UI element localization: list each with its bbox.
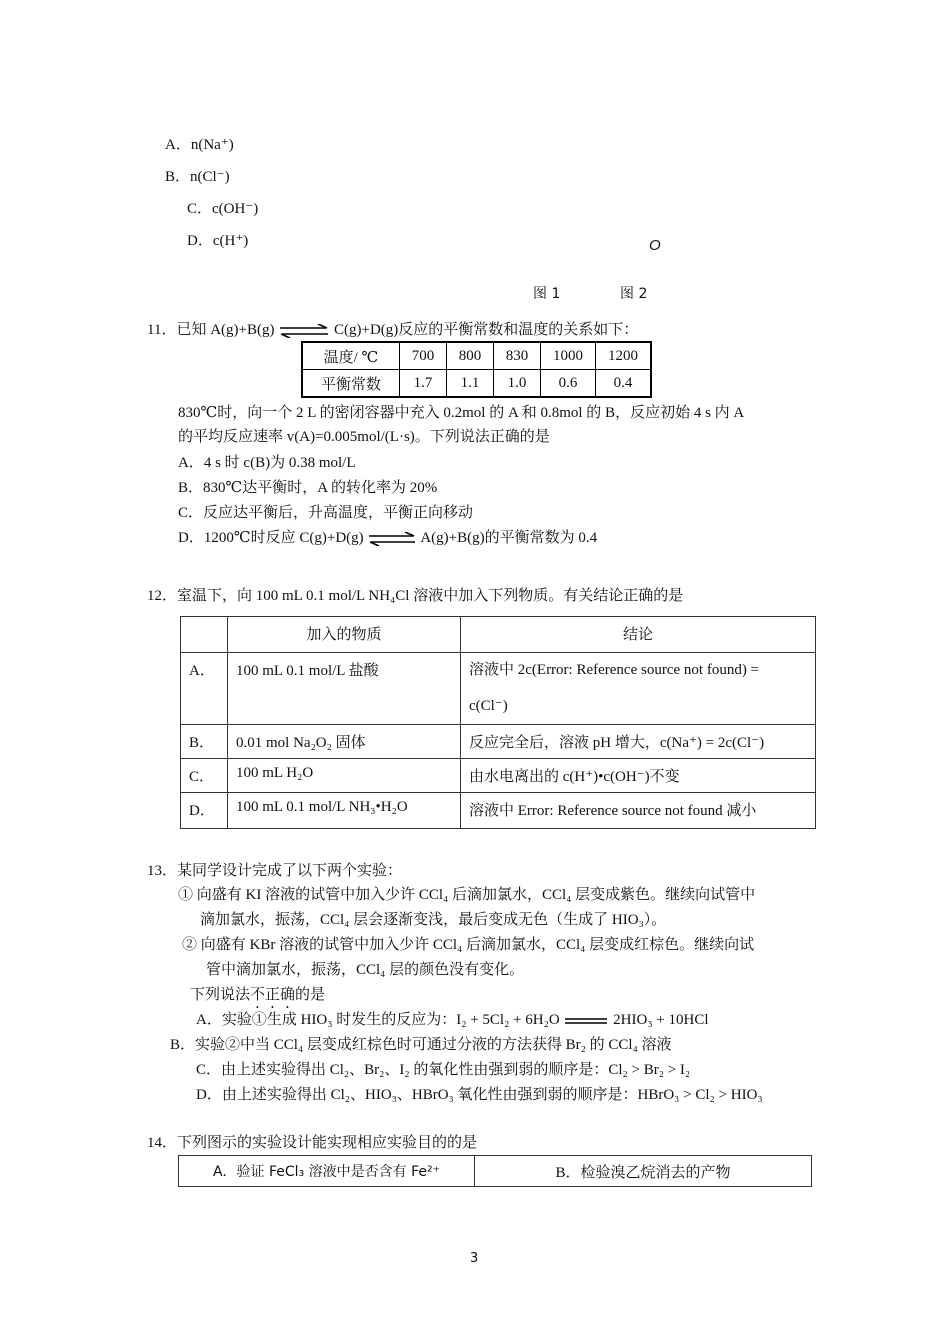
q10-option-b: B．n(Cl⁻) — [165, 169, 230, 185]
q11-stem-left: 11．已知 A(g)+B(g) — [147, 322, 275, 338]
q10-option-a: A．n(Na⁺) — [165, 137, 234, 153]
figure-2-caption: 图 2 — [620, 286, 648, 302]
table-cell: 平衡常数 — [302, 370, 400, 398]
table-header-cell: 加入的物质 — [228, 617, 461, 653]
table-cell: 由水电离出的 c(H⁺)•c(OH⁻)不变 — [461, 759, 816, 793]
q13-question — [190, 985, 325, 1012]
q11-paragraph-1: 830℃时，向一个 2 L 的密闭容器中充入 0.2mol 的 A 和 0.8mol 的 B，反应初始 4 s 内 A — [178, 405, 745, 421]
q14-table — [178, 1155, 812, 1187]
q11-paragraph-2: 的平均反应速率 v(A)=0.005mol/(L·s)。下列说法正确的是 — [178, 429, 550, 445]
table-cell: 1.0 — [494, 370, 541, 398]
q13-option-a — [196, 1010, 709, 1030]
q11-option-d — [178, 528, 597, 548]
q10-option-d: D．c(H⁺) — [187, 233, 249, 249]
table-row — [181, 725, 816, 759]
graph-origin-label: O — [649, 237, 661, 254]
q13-experiment-1-line-1: ① 向盛有 KI 溶液的试管中加入少许 CCl₄ 后滴加氯水，CCl₄ 层变成紫色。继续向试管中 — [178, 887, 756, 903]
figure-1-caption: 图 1 — [533, 286, 561, 302]
cell-line: c(Cl⁻) — [469, 698, 508, 714]
table-row — [181, 759, 816, 793]
equals-sign-icon — [563, 1016, 609, 1026]
q13-option-b: B．实验②中当 CCl₄ 层变成红棕色时可通过分液的方法获得 Br₂ 的 CCl₄ 溶液 — [170, 1037, 672, 1053]
q13-experiment-2-line-2: 管中滴加氯水，振荡，CCl₄ 层的颜色没有变化。 — [206, 962, 525, 978]
table-header-cell: 结论 — [461, 617, 816, 653]
q13-experiment-1-line-2: 滴加氯水，振荡，CCl₄ 层会逐渐变浅，最后变成无色（生成了 HIO₃）。 — [200, 912, 667, 928]
q14-stem: 14．下列图示的实验设计能实现相应实验目的的是 — [147, 1135, 478, 1151]
table-cell: 溶液中 Error: Reference source not found 减小 — [461, 793, 816, 829]
table-cell: D． — [181, 793, 228, 829]
q13-option-c: C．由上述实验得出 Cl₂、Br₂、I₂ 的氧化性由强到弱的顺序是：Cl₂ > Br₂ > I₂ — [196, 1062, 691, 1078]
q13-option-a-left: A．实验①生成 HIO₃ 时发生的反应为：I₂ + 5Cl₂ + 6H₂O — [196, 1012, 560, 1028]
table-cell: 100 mL 0.1 mol/L 盐酸 — [228, 653, 461, 725]
table-cell: 800 — [447, 342, 494, 370]
table-cell: 830 — [494, 342, 541, 370]
table-cell: 0.6 — [541, 370, 596, 398]
table-cell: 100 mL H₂O — [228, 759, 461, 793]
table-cell: 反应完全后，溶液 pH 增大，c(Na⁺) = 2c(Cl⁻) — [461, 725, 816, 759]
q13-question-prefix: 下列说法 — [190, 987, 251, 1003]
q13-option-d: D．由上述实验得出 Cl₂、HIO₃、HBrO₃ 氧化性由强到弱的顺序是：HBrO₃ > Cl₂ > HIO₃ — [196, 1087, 763, 1103]
table-cell: C． — [181, 759, 228, 793]
table-cell: 1.7 — [400, 370, 447, 398]
table-cell: 1000 — [541, 342, 596, 370]
page-number: 3 — [470, 1251, 479, 1266]
table-cell: 700 — [400, 342, 447, 370]
table-cell — [181, 617, 228, 653]
table-row — [181, 617, 816, 653]
table-row — [302, 370, 651, 398]
q11-stem — [147, 320, 638, 340]
q11-option-a: A．4 s 时 c(B)为 0.38 mol/L — [178, 455, 356, 471]
cell-line: 溶液中 2c(Error: Reference source not found) = — [469, 662, 760, 678]
q13-option-a-right: 2HIO₃ + 10HCl — [613, 1012, 709, 1028]
table-cell: B． — [181, 725, 228, 759]
q11-stem-right: C(g)+D(g)反应的平衡常数和温度的关系如下： — [333, 322, 639, 338]
table-cell — [461, 653, 816, 725]
table-cell: A． — [181, 653, 228, 725]
q11-option-d-right: A(g)+B(g)的平衡常数为 0.4 — [420, 530, 598, 546]
q12-stem: 12．室温下，向 100 mL 0.1 mol/L NH₄Cl 溶液中加入下列物质。有关结论正确的是 — [147, 588, 684, 604]
table-row — [181, 793, 816, 829]
table-cell: 0.01 mol Na₂O₂ 固体 — [228, 725, 461, 759]
q12-table — [180, 616, 816, 829]
table-row — [179, 1156, 812, 1187]
q10-option-c: C．c(OH⁻) — [187, 201, 259, 217]
q13-question-suffix: 的是 — [295, 987, 326, 1003]
equilibrium-arrow-icon — [278, 324, 330, 338]
q13-stem: 13．某同学设计完成了以下两个实验： — [147, 863, 403, 879]
q11-option-d-left: D．1200℃时反应 C(g)+D(g) — [178, 530, 364, 546]
table-cell: A．验证 FeCl₃ 溶液中是否含有 Fe²⁺ — [179, 1156, 475, 1187]
q11-option-c: C．反应达平衡后，升高温度，平衡正向移动 — [178, 505, 474, 521]
q13-experiment-2-line-1: ② 向盛有 KBr 溶液的试管中加入少许 CCl₄ 后滴加氯水，CCl₄ 层变成红棕色。继续向试 — [182, 937, 755, 953]
table-cell: 1200 — [596, 342, 652, 370]
table-cell: B．检验溴乙烷消去的产物 — [475, 1156, 812, 1187]
table-cell: 100 mL 0.1 mol/L NH₃•H₂O — [228, 793, 461, 829]
q11-equilibrium-table — [301, 341, 652, 398]
table-row — [302, 342, 651, 370]
q11-option-b: B．830℃达平衡时，A 的转化率为 20% — [178, 480, 438, 496]
table-cell: 温度/ ℃ — [302, 342, 400, 370]
table-row — [181, 653, 816, 725]
emphasis-not-correct: 不正确 — [250, 987, 296, 1003]
table-cell: 0.4 — [596, 370, 652, 398]
table-cell: 1.1 — [447, 370, 494, 398]
equilibrium-arrow-icon — [367, 532, 417, 546]
